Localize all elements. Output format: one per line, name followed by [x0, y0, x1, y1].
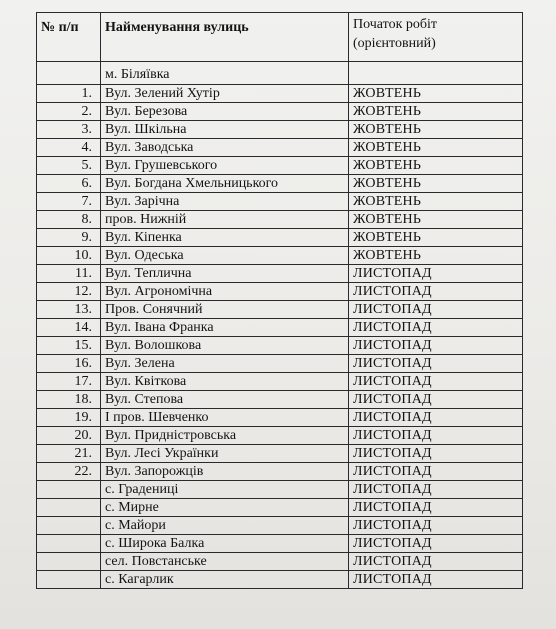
row-number: 16. — [37, 355, 101, 373]
row-street-name: Вул. Зелена — [101, 355, 349, 373]
header-start-line1: Початок робіт — [353, 17, 438, 32]
row-number — [37, 481, 101, 499]
table-row — [37, 571, 523, 589]
row-street-name: Вул. Теплична — [101, 265, 349, 283]
table-row — [37, 463, 523, 481]
row-start-month: ЖОВТЕНЬ — [349, 103, 523, 121]
row-start-month: ЖОВТЕНЬ — [349, 211, 523, 229]
row-number — [37, 499, 101, 517]
row-start-month: ЖОВТЕНЬ — [349, 85, 523, 103]
row-start-month: ЛИСТОПАД — [349, 481, 523, 499]
row-number: 20. — [37, 427, 101, 445]
row-number: 1. — [37, 85, 101, 103]
row-street-name: Вул. Івана Франка — [101, 319, 349, 337]
row-number: 5. — [37, 157, 101, 175]
row-number: 6. — [37, 175, 101, 193]
row-street-name: Вул. Квіткова — [101, 373, 349, 391]
row-start-month: ЛИСТОПАД — [349, 373, 523, 391]
row-start-month: ЛИСТОПАД — [349, 499, 523, 517]
table-row — [37, 283, 523, 301]
row-number: 18. — [37, 391, 101, 409]
row-start-month: ЛИСТОПАД — [349, 517, 523, 535]
table-row — [37, 85, 523, 103]
row-street-name: Вул. Березова — [101, 103, 349, 121]
row-number: 7. — [37, 193, 101, 211]
row-street-name: Вул. Кіпенка — [101, 229, 349, 247]
row-street-name: Вул. Степова — [101, 391, 349, 409]
row-street-name: Вул. Богдана Хмельницького — [101, 175, 349, 193]
table-body — [37, 62, 523, 589]
table-row — [37, 337, 523, 355]
row-start-month: ЛИСТОПАД — [349, 391, 523, 409]
row-start-month: ЖОВТЕНЬ — [349, 121, 523, 139]
row-start-month: ЛИСТОПАД — [349, 283, 523, 301]
header-start-line2: (орієнтовний) — [353, 36, 436, 51]
row-number: 11. — [37, 265, 101, 283]
row-start-month: ЛИСТОПАД — [349, 319, 523, 337]
row-number: 19. — [37, 409, 101, 427]
row-street-name: Вул. Лесі Українки — [101, 445, 349, 463]
table-row — [37, 517, 523, 535]
table-row — [37, 427, 523, 445]
row-number: 8. — [37, 211, 101, 229]
row-start-month: ЛИСТОПАД — [349, 535, 523, 553]
table-row — [37, 247, 523, 265]
table-row — [37, 553, 523, 571]
row-start-month: ЛИСТОПАД — [349, 553, 523, 571]
row-start-month: ЖОВТЕНЬ — [349, 139, 523, 157]
row-number: 2. — [37, 103, 101, 121]
header-start-of-works — [349, 13, 523, 62]
row-start-month: ЛИСТОПАД — [349, 463, 523, 481]
table-row — [37, 193, 523, 211]
table-row — [37, 499, 523, 517]
streets-schedule-table — [36, 12, 523, 589]
row-start-month: ЖОВТЕНЬ — [349, 175, 523, 193]
row-start-month: ЛИСТОПАД — [349, 301, 523, 319]
row-street-name: с. Градениці — [101, 481, 349, 499]
row-start-month: ЖОВТЕНЬ — [349, 247, 523, 265]
row-number: 9. — [37, 229, 101, 247]
row-street-name: Вул. Зелений Хутір — [101, 85, 349, 103]
row-street-name: сел. Повстанське — [101, 553, 349, 571]
row-start-month: ЛИСТОПАД — [349, 427, 523, 445]
row-number — [37, 517, 101, 535]
table-row — [37, 211, 523, 229]
row-street-name: Вул. Заводська — [101, 139, 349, 157]
row-street-name: с. Кагарлик — [101, 571, 349, 589]
table-row — [37, 103, 523, 121]
row-street-name: Вул. Запорожців — [101, 463, 349, 481]
city-number-cell — [37, 62, 101, 85]
row-start-month: ЛИСТОПАД — [349, 409, 523, 427]
table-header — [37, 13, 523, 62]
row-street-name: Вул. Одеська — [101, 247, 349, 265]
row-street-name: Вул. Шкільна — [101, 121, 349, 139]
row-number — [37, 571, 101, 589]
table-row — [37, 409, 523, 427]
row-number — [37, 535, 101, 553]
row-street-name: Вул. Придністровська — [101, 427, 349, 445]
row-start-month: ЛИСТОПАД — [349, 355, 523, 373]
row-street-name: с. Широка Балка — [101, 535, 349, 553]
row-number: 4. — [37, 139, 101, 157]
row-start-month: ЛИСТОПАД — [349, 265, 523, 283]
row-street-name: пров. Нижній — [101, 211, 349, 229]
row-street-name: с. Мирне — [101, 499, 349, 517]
table-row — [37, 355, 523, 373]
table-row — [37, 139, 523, 157]
header-street-name: Найменування вулиць — [101, 13, 349, 62]
table-row — [37, 445, 523, 463]
city-name: м. Біляївка — [101, 62, 349, 85]
row-street-name: Вул. Агрономічна — [101, 283, 349, 301]
row-start-month: ЛИСТОПАД — [349, 445, 523, 463]
row-street-name: Вул. Грушевського — [101, 157, 349, 175]
city-row — [37, 62, 523, 85]
row-street-name: Вул. Волошкова — [101, 337, 349, 355]
row-number: 12. — [37, 283, 101, 301]
table-row — [37, 265, 523, 283]
row-number: 21. — [37, 445, 101, 463]
document-sheet — [36, 12, 522, 589]
row-street-name: с. Майори — [101, 517, 349, 535]
table-row — [37, 535, 523, 553]
row-number: 3. — [37, 121, 101, 139]
table-row — [37, 391, 523, 409]
row-start-month: ЖОВТЕНЬ — [349, 193, 523, 211]
header-number: № п/п — [37, 13, 101, 62]
row-number: 13. — [37, 301, 101, 319]
table-row — [37, 121, 523, 139]
row-start-month: ЖОВТЕНЬ — [349, 229, 523, 247]
row-street-name: Пров. Сонячний — [101, 301, 349, 319]
row-street-name: І пров. Шевченко — [101, 409, 349, 427]
row-start-month: ЖОВТЕНЬ — [349, 157, 523, 175]
row-start-month: ЛИСТОПАД — [349, 337, 523, 355]
city-month-cell — [349, 62, 523, 85]
table-row — [37, 157, 523, 175]
table-row — [37, 319, 523, 337]
row-number — [37, 553, 101, 571]
row-number: 10. — [37, 247, 101, 265]
table-row — [37, 373, 523, 391]
row-start-month: ЛИСТОПАД — [349, 571, 523, 589]
table-row — [37, 229, 523, 247]
table-row — [37, 175, 523, 193]
row-number: 14. — [37, 319, 101, 337]
row-number: 22. — [37, 463, 101, 481]
row-number: 15. — [37, 337, 101, 355]
row-number: 17. — [37, 373, 101, 391]
row-street-name: Вул. Зарічна — [101, 193, 349, 211]
table-row — [37, 481, 523, 499]
header-row — [37, 13, 523, 62]
table-row — [37, 301, 523, 319]
